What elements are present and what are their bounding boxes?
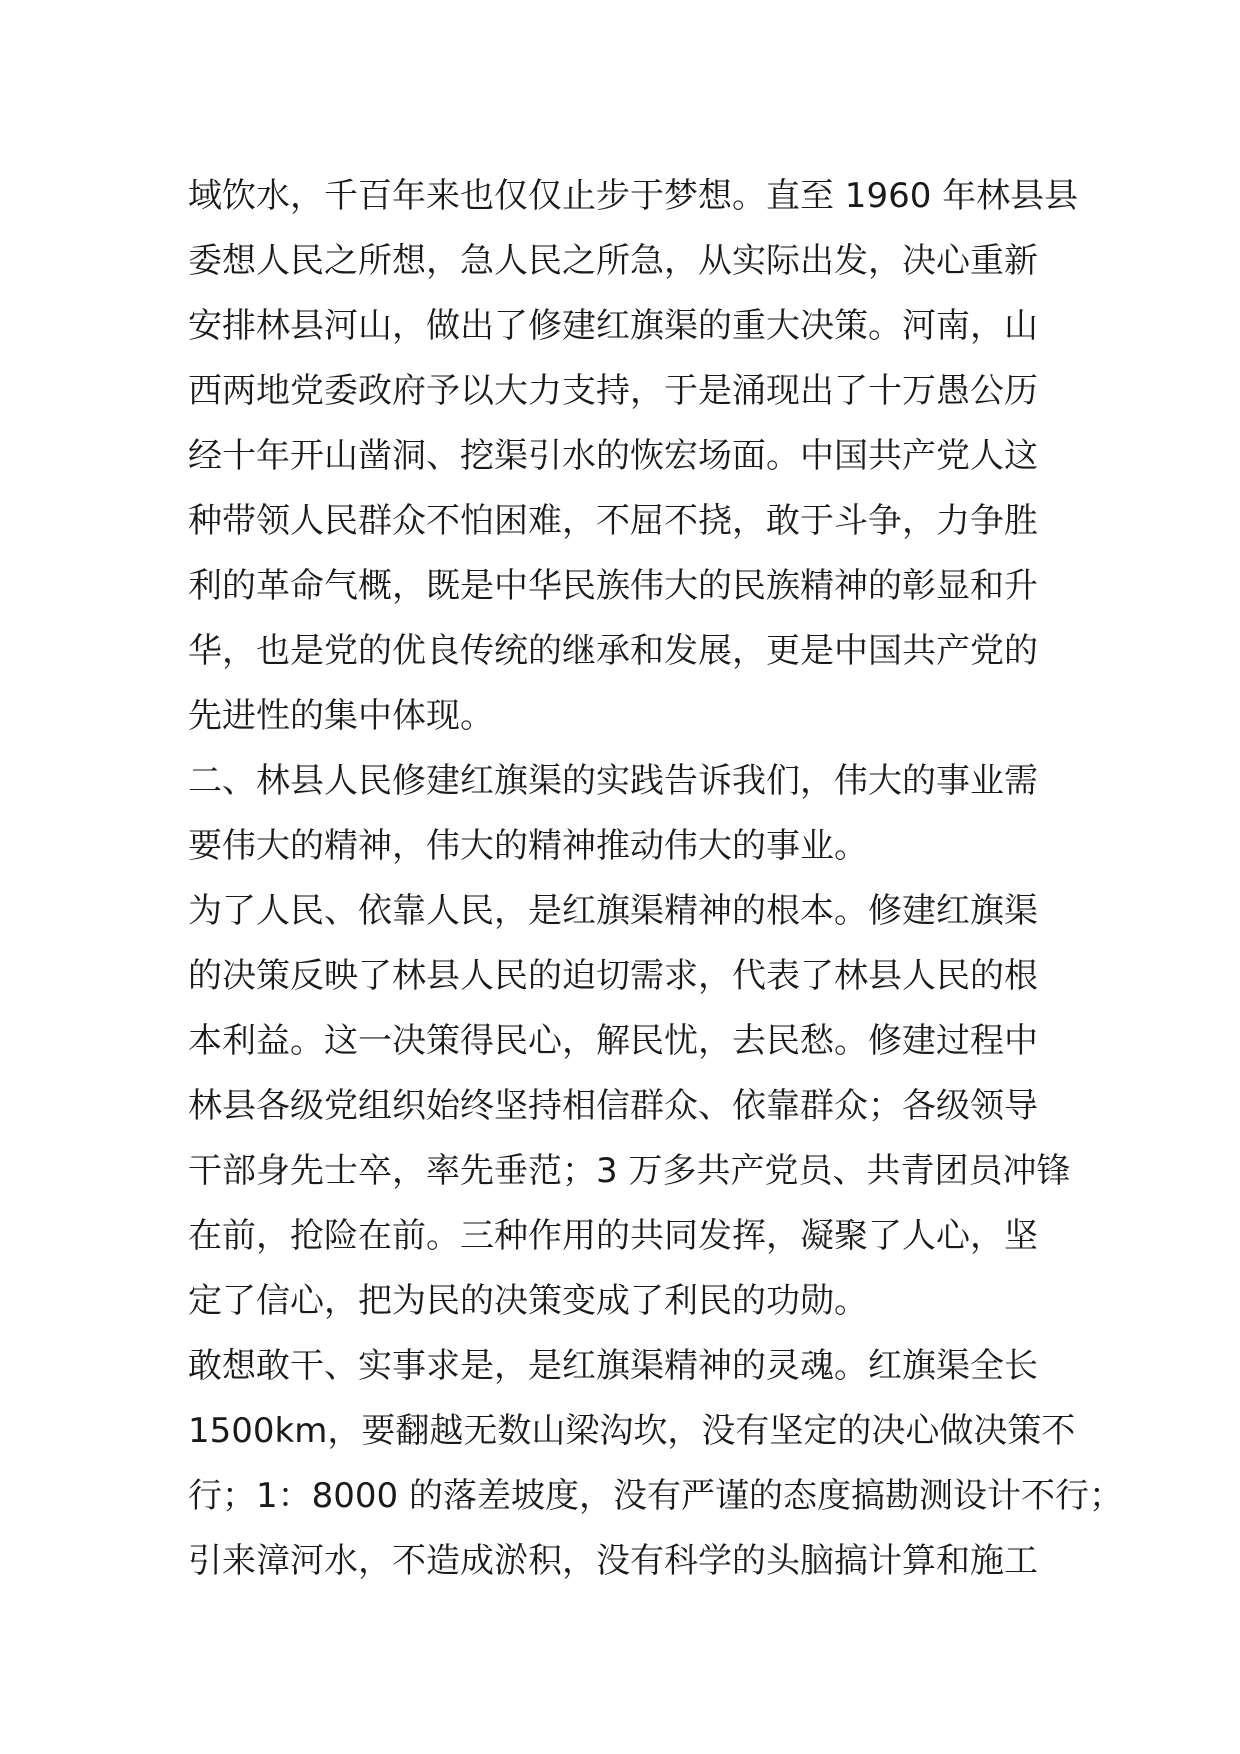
text-line-22: 引来漳河水，不造成淤积，没有科学的头脑搞计算和施工 [188,1541,1038,1581]
text-line-2: 委想人民之所想，急人民之所急，从实际出发，决心重新 [188,241,1038,281]
section-heading-line-2: 要伟大的精神，伟大的精神推动伟大的事业。 [188,826,868,866]
text-line-18: 定了信心，把为民的决策变成了利民的功勋。 [188,1281,868,1321]
text-line-9: 先进性的集中体现。 [188,696,494,736]
text-line-1: 域饮水，千百年来也仅仅止步于梦想。直至 1960 年林县县 [188,176,1079,216]
text-line-20: 1500km，要翻越无数山梁沟坎，没有坚定的决心做决策不 [188,1411,1076,1451]
text-line-16: 干部身先士卒，率先垂范；3 万多共产党员、共青团员冲锋 [188,1151,1071,1191]
text-line-17: 在前，抢险在前。三种作用的共同发挥，凝聚了人心，坚 [188,1216,1038,1256]
text-line-12: 为了人民、依靠人民，是红旗渠精神的根本。修建红旗渠 [188,891,1038,931]
text-line-19: 敢想敢干、实事求是，是红旗渠精神的灵魂。红旗渠全长 [188,1346,1038,1386]
text-line-13: 的决策反映了林县人民的迫切需求，代表了林县人民的根 [188,956,1038,996]
text-line-7: 利的革命气概，既是中华民族伟大的民族精神的彰显和升 [188,566,1038,606]
text-line-5: 经十年开山凿洞、挖渠引水的恢宏场面。中国共产党人这 [188,436,1038,476]
text-line-14: 本利益。这一决策得民心，解民忧，去民愁。修建过程中 [188,1021,1038,1061]
text-line-8: 华，也是党的优良传统的继承和发展，更是中国共产党的 [188,631,1038,671]
text-line-15: 林县各级党组织始终坚持相信群众、依靠群众；各级领导 [188,1086,1038,1126]
text-line-4: 西两地党委政府予以大力支持，于是涌现出了十万愚公历 [188,371,1038,411]
text-line-3: 安排林县河山，做出了修建红旗渠的重大决策。河南，山 [188,306,1038,346]
body-text [188,164,1123,1594]
text-line-6: 种带领人民群众不怕困难，不屈不挠，敢于斗争，力争胜 [188,501,1038,541]
text-line-21: 行；1：8000 的落差坡度，没有严谨的态度搞勘测设计不行； [188,1476,1123,1516]
section-heading-line-1: 二、林县人民修建红旗渠的实践告诉我们，伟大的事业需 [188,761,1038,801]
